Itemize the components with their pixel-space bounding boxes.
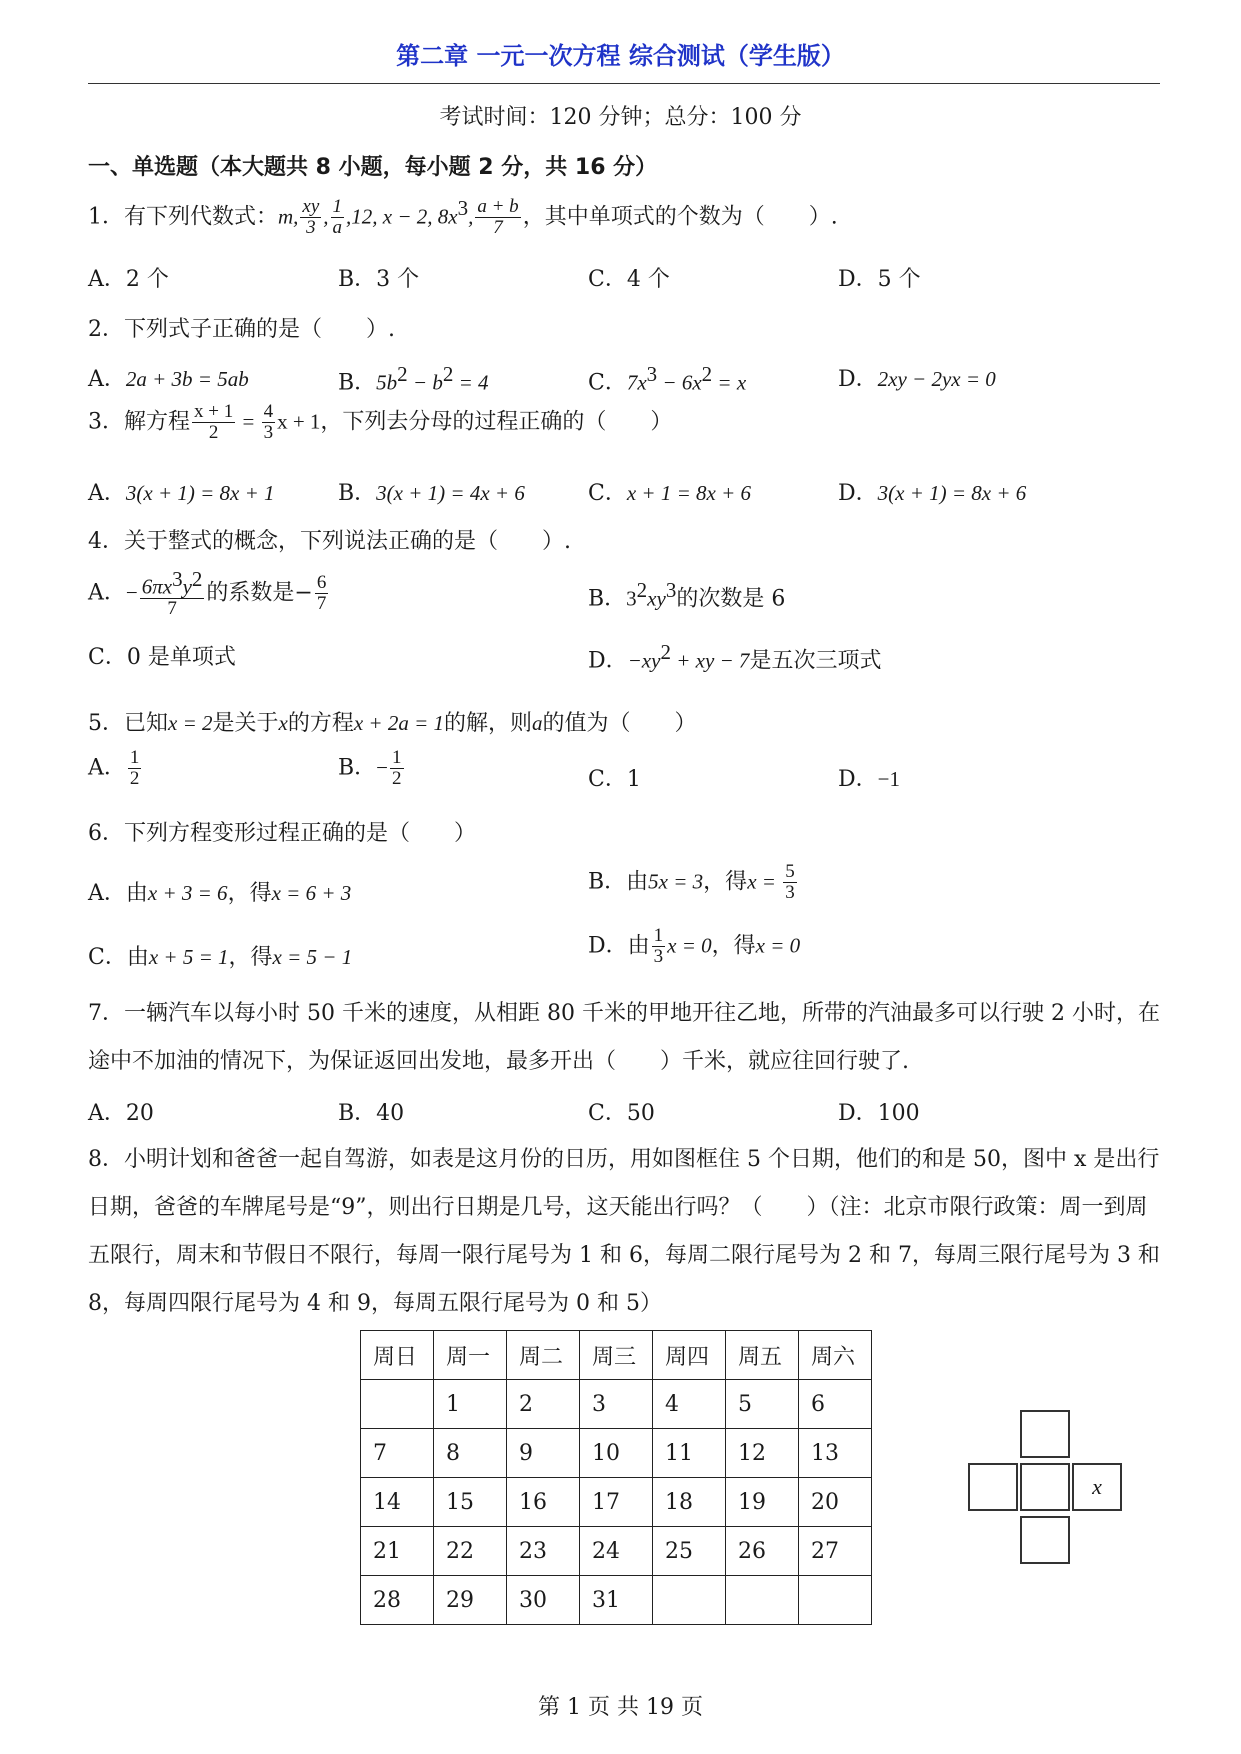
calendar-cell: 18 xyxy=(653,1478,726,1527)
q1-option-c: C．4 个 xyxy=(588,267,670,292)
calendar-cell: 17 xyxy=(580,1478,653,1527)
calendar-header-cell: 周一 xyxy=(434,1331,507,1380)
calendar-cell: 10 xyxy=(580,1429,653,1478)
calendar-header-cell: 周二 xyxy=(507,1331,580,1380)
calendar-cell: 2 xyxy=(507,1380,580,1429)
cross-frame-figure xyxy=(968,1410,1124,1565)
calendar-cell: 13 xyxy=(799,1429,872,1478)
calendar-cell: 27 xyxy=(799,1527,872,1576)
question-5-stem: 5．已知x = 2是关于x的方程x + 2a = 1的解，则a的值为（ ） xyxy=(88,711,697,736)
cross-x-label: x xyxy=(1092,1474,1102,1499)
calendar-header-row xyxy=(361,1331,872,1380)
calendar-table xyxy=(360,1330,872,1625)
header-divider xyxy=(88,83,1160,84)
question-8-stem: 8．小明计划和爸爸一起自驾游，如表是这月份的日历，用如图框住 5 个日期，他们的和是 50，图中 x 是出行日期，爸爸的车牌尾号是“9”，则出行日期是几号，这天能出行吗？（ ）（注：北京市限行政策：周一到周五限行，周末和节假日不限行，每周一限行尾号为 1 和 6，每周二限行尾号为 2 和 7，每周三限行尾号为 3 和 8，每周四限行尾号为 4 和 9，每周五限行尾号为 0 和 5） xyxy=(88,1147,1160,1316)
q4-option-a: A．− $\frac{6\pi x^3y^2}{7}$ 的系数是− $\frac{6}{7}$ xyxy=(88,567,327,620)
calendar-cell: 28 xyxy=(361,1576,434,1625)
calendar-cell: 6 xyxy=(799,1380,872,1429)
calendar-cell: 29 xyxy=(434,1576,507,1625)
q1-option-d: D．5 个 xyxy=(838,267,921,292)
q2-option-c: C．$7x^3 - 6x^2 = x$ xyxy=(588,362,747,396)
q7-option-b: B．40 xyxy=(338,1101,405,1126)
calendar-row xyxy=(361,1429,872,1478)
calendar-cell: 19 xyxy=(726,1478,799,1527)
calendar-cell: 24 xyxy=(580,1527,653,1576)
calendar-cell xyxy=(726,1576,799,1625)
calendar-cell: 9 xyxy=(507,1429,580,1478)
question-4-stem: 4．关于整式的概念，下列说法正确的是（ ）. xyxy=(88,529,571,554)
q1-expr-b: ,12, x − 2, 8x xyxy=(346,204,458,229)
q3-fraction-2: $\frac{4}{3}$ xyxy=(263,401,274,443)
q4-option-b: B．$3^2xy^3$的次数是 6 xyxy=(588,578,786,612)
calendar-cell: 8 xyxy=(434,1429,507,1478)
calendar-cell: 3 xyxy=(580,1380,653,1429)
calendar-cell: 31 xyxy=(580,1576,653,1625)
q7-option-d: D．100 xyxy=(838,1101,920,1126)
question-7-stem: 7．一辆汽车以每小时 50 千米的速度，从相距 80 千米的甲地开往乙地，所带的汽油最多可以行驶 2 小时，在途中不加油的情况下，为保证返回出发地，最多开出（ ）千米，就应往回行驶了. xyxy=(88,1001,1160,1074)
calendar-header-cell: 周日 xyxy=(361,1331,434,1380)
q3-option-b: B．3(x + 1) = 4x + 6 xyxy=(338,481,525,506)
calendar-cell: 22 xyxy=(434,1527,507,1576)
cross-cell-center xyxy=(1020,1463,1070,1511)
q1-suffix: ，其中单项式的个数为（ ）. xyxy=(522,204,838,230)
cross-cell-left xyxy=(968,1463,1018,1511)
q1-expr-a: m, xyxy=(278,204,299,229)
q5-option-b: B．− $\frac{1}{2}$ xyxy=(338,747,402,789)
calendar-header-cell: 周五 xyxy=(726,1331,799,1380)
calendar-cell: 23 xyxy=(507,1527,580,1576)
section-title: 一、单选题（本大题共 8 小题，每小题 2 分，共 16 分） xyxy=(88,155,658,180)
calendar-cell: 21 xyxy=(361,1527,434,1576)
calendar-cell: 5 xyxy=(726,1380,799,1429)
question-6-stem: 6．下列方程变形过程正确的是（ ） xyxy=(88,821,476,846)
q1-prefix: 1．有下列代数式： xyxy=(88,204,278,230)
calendar-cell: 4 xyxy=(653,1380,726,1429)
calendar-row xyxy=(361,1576,872,1625)
q6-option-d: D．由 $\frac{1}{3}$ x = 0，得x = 0 xyxy=(588,925,801,967)
q7-option-c: C．50 xyxy=(588,1101,655,1126)
question-1-stem: 1．有下列代数式：m, $\frac{xy}{3}$ , $\frac{1}{a}$ ,12, x − 2, $8x^3$, $\frac{a + b}{7}$ ，其中单项式的个数为（ ）. xyxy=(88,195,838,238)
q3-option-d: D．3(x + 1) = 8x + 6 xyxy=(838,481,1027,506)
cross-cell-bottom xyxy=(1020,1516,1070,1564)
q6-option-b: B．由5x = 3，得x = $\frac{5}{3}$ xyxy=(588,861,795,903)
calendar-row xyxy=(361,1527,872,1576)
q2-option-b: B．$5b^2 - b^2 = 4$ xyxy=(338,362,489,396)
document-title: 第二章 一元一次方程 综合测试（学生版） xyxy=(396,42,845,70)
q5-option-a: A． $\frac{1}{2}$ xyxy=(88,747,140,789)
calendar-cell: 16 xyxy=(507,1478,580,1527)
q1-fraction-3: $\frac{a + b}{7}$ xyxy=(477,195,519,238)
q2-option-a: A．2a + 3b = 5ab xyxy=(88,367,249,392)
q4-fraction-b: $\frac{6}{7}$ xyxy=(316,572,327,615)
calendar-cell: 11 xyxy=(653,1429,726,1478)
question-2-stem: 2．下列式子正确的是（ ）. xyxy=(88,317,395,342)
calendar-cell: 20 xyxy=(799,1478,872,1527)
q1-option-a: A．2 个 xyxy=(88,267,169,292)
calendar-row xyxy=(361,1380,872,1429)
q3-option-c: C．x + 1 = 8x + 6 xyxy=(588,481,751,506)
calendar-cell xyxy=(799,1576,872,1625)
calendar-row xyxy=(361,1478,872,1527)
calendar-cell: 15 xyxy=(434,1478,507,1527)
page-footer: 第 1 页 共 19 页 xyxy=(538,1695,703,1720)
calendar-header-cell: 周三 xyxy=(580,1331,653,1380)
q6-option-c: C．由x + 5 = 1，得x = 5 − 1 xyxy=(88,945,353,970)
q5-option-c: C．1 xyxy=(588,767,641,792)
question-3-stem: 3．解方程 $\frac{x + 1}{2}$ = $\frac{4}{3}$ x + 1，下列去分母的过程正确的（ ） xyxy=(88,401,673,443)
calendar-cell: 25 xyxy=(653,1527,726,1576)
calendar-header-cell: 周四 xyxy=(653,1331,726,1380)
q1-fraction-2: $\frac{1}{a}$ xyxy=(332,195,343,238)
calendar-cell: 12 xyxy=(726,1429,799,1478)
calendar-cell xyxy=(653,1576,726,1625)
q4-fraction-a: $\frac{6\pi x^3y^2}{7}$ xyxy=(141,567,203,620)
q5-option-d: D．−1 xyxy=(838,767,900,792)
q3-option-a: A．3(x + 1) = 8x + 1 xyxy=(88,481,275,506)
q6-option-a: A．由x + 3 = 6，得x = 6 + 3 xyxy=(88,881,352,906)
exam-info: 考试时间：120 分钟；总分：100 分 xyxy=(439,105,802,130)
q1-option-b: B．3 个 xyxy=(338,267,420,292)
q2-option-d: D．2xy − 2yx = 0 xyxy=(838,367,996,392)
q4-option-c: C．0 是单项式 xyxy=(88,645,236,670)
q7-option-a: A．20 xyxy=(88,1101,154,1126)
calendar-cell: 14 xyxy=(361,1478,434,1527)
calendar-header-cell: 周六 xyxy=(799,1331,872,1380)
q4-option-d: D．$-xy^2$ + xy − 7是五次三项式 xyxy=(588,640,882,674)
q1-fraction-1: $\frac{xy}{3}$ xyxy=(302,195,320,238)
calendar-cell: 7 xyxy=(361,1429,434,1478)
calendar-cell: 30 xyxy=(507,1576,580,1625)
calendar-cell: 1 xyxy=(434,1380,507,1429)
cross-cell-top xyxy=(1020,1410,1070,1458)
calendar-cell xyxy=(361,1380,434,1429)
q3-fraction-1: $\frac{x + 1}{2}$ xyxy=(194,401,234,443)
calendar-cell: 26 xyxy=(726,1527,799,1576)
